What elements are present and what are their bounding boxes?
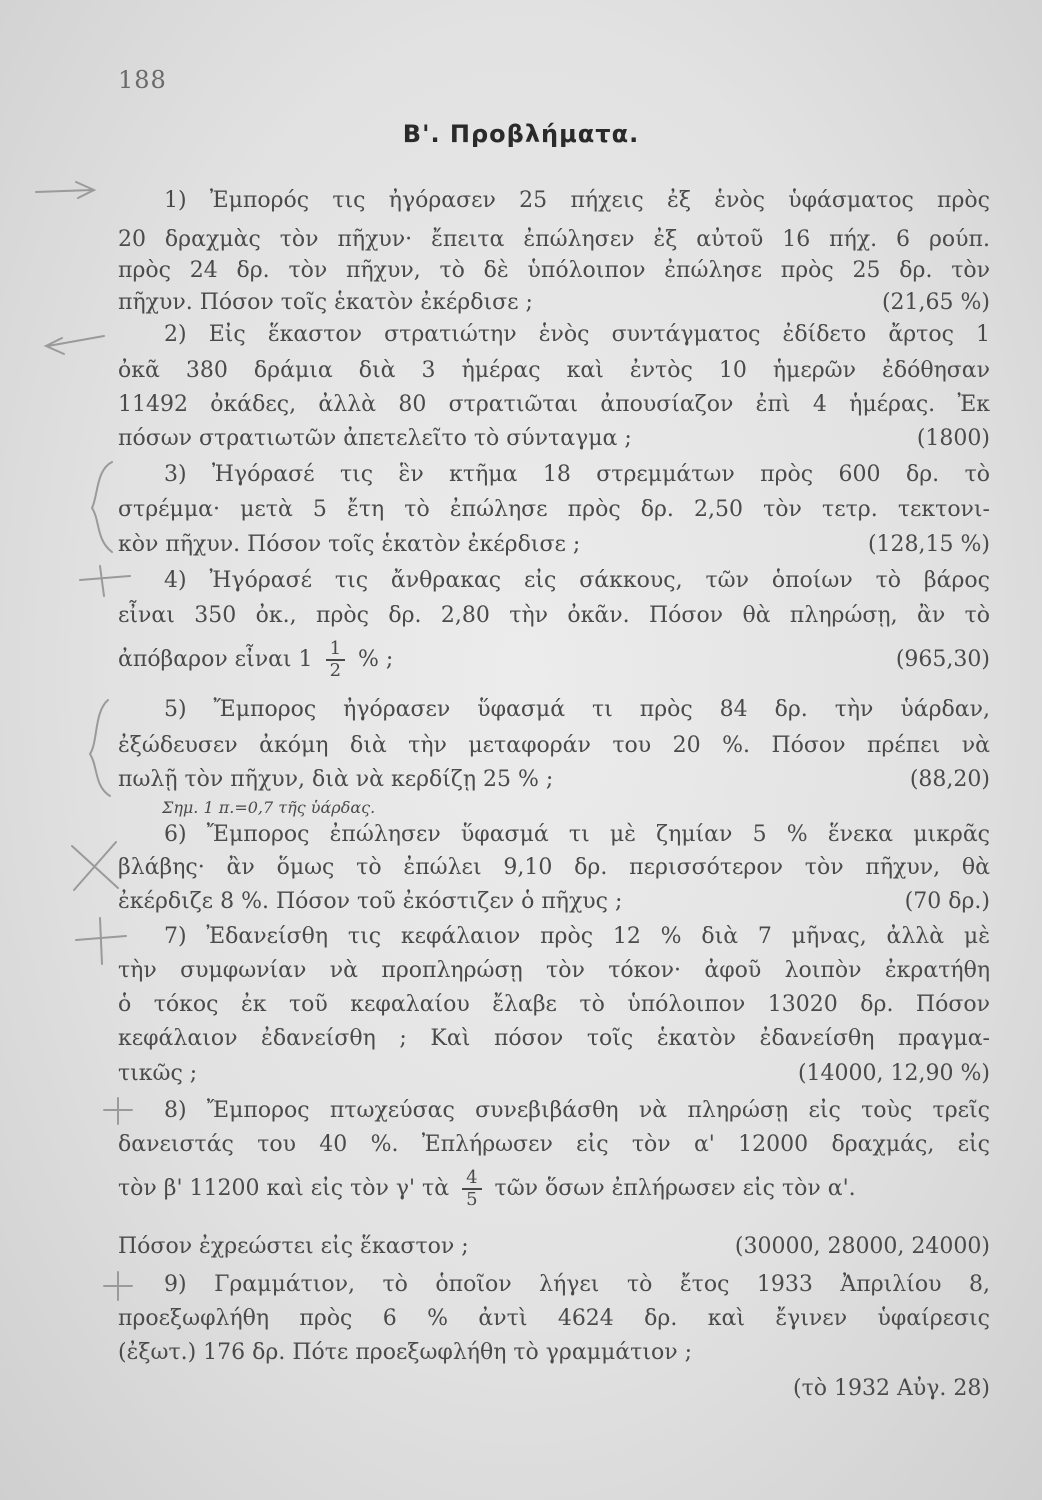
problem-2-answer: (1800) (916, 426, 990, 451)
plus-mark-4 (80, 566, 130, 596)
problem-8-line-1: 8) Ἔμπορος πτωχεύσας συνεβιβάσθη νὰ πληρώσῃ εἰς τοὺς τρεῖς (164, 1098, 990, 1123)
problem-7-text: τικῶς ; (118, 1061, 198, 1086)
problem-5-line-3 (118, 765, 990, 795)
fraction-denominator: 5 (466, 1189, 478, 1210)
problem-5-answer: (88,20) (909, 767, 990, 792)
problem-8-line-4 (118, 1232, 990, 1262)
problem-5-note: Σημ. 1 π.=0,7 τῆς ὑάρδας. (162, 798, 376, 817)
problem-4-text-suffix: % ; (358, 647, 394, 672)
problem-7-line-2: τὴν συμφωνίαν νὰ προπληρώσῃ τὸν τόκον· ἀφοῦ λοιπὸν ἐκρατήθη (118, 958, 990, 983)
problem-2-line-3: 11492 ὀκάδες, ἀλλὰ 80 στρατιῶται ἀπουσίαζον ἐπὶ 4 ἡμέρας. Ἐκ (118, 392, 990, 417)
problem-7-line-1: 7) Ἐδανείσθη τις κεφάλαιον πρὸς 12 % διὰ 7 μῆνας, ἀλλὰ μὲ (164, 924, 990, 949)
problem-2-line-1: 2) Εἰς ἕκαστον στρατιώτην ἑνὸς συντάγματος ἐδίδετο ἄρτος 1 (164, 322, 990, 347)
problem-7-line-5 (118, 1059, 990, 1089)
arrow-mark-2 (46, 336, 104, 354)
problem-8-line-3 (118, 1165, 990, 1213)
problem-9-line-3: (ἐξωτ.) 176 δρ. Πότε προεξωφλήθη τὸ γραμμάτιον ; (118, 1340, 692, 1365)
brace-mark-3 (92, 462, 112, 552)
problem-3-answer: (128,15 %) (867, 532, 990, 557)
section-title: Β'. Προβλήματα. (402, 120, 640, 148)
plus-mark-8 (104, 1098, 132, 1124)
problem-1-line-1: 1) Ἐμπορός τις ἠγόρασεν 25 πήχεις ἐξ ἑνὸς ὑφάσματος πρὸς (164, 188, 990, 213)
problem-8-text-suffix: τῶν ὅσων ἐπλήρωσεν εἰς τὸν α'. (494, 1176, 856, 1201)
problem-4-answer: (965,30) (895, 647, 990, 672)
problem-6-line-2: βλάβης· ἂν ὅμως τὸ ἐπώλει 9,10 δρ. περισσότερον τὸν πῆχυν, θὰ (118, 855, 990, 880)
problem-7-line-3: ὁ τόκος ἐκ τοῦ κεφαλαίου ἔλαβε τὸ ὑπόλοιπον 13020 δρ. Πόσον (118, 992, 990, 1017)
problem-3-line-2: στρέμμα· μετὰ 5 ἔτη τὸ ἐπώλησε πρὸς δρ. 2,50 τὸν τετρ. τεκτονι- (118, 497, 990, 522)
problem-2-line-2: ὀκᾶ 380 δράμια διὰ 3 ἡμέρας καὶ ἐντὸς 10 ἡμερῶν ἐδόθησαν (118, 358, 990, 383)
problem-6-line-1: 6) Ἔμπορος ἐπώλησεν ὕφασμά τι μὲ ζημίαν 5 % ἕνεκα μικρᾶς (164, 822, 990, 847)
problem-3-line-3 (118, 530, 990, 560)
problem-4-fraction (326, 639, 345, 681)
problem-5-line-1: 5) Ἔμπορος ἠγόρασεν ὕφασμά τι πρὸς 84 δρ. τὴν ὑάρδαν, (164, 697, 990, 722)
problem-5-line-2: ἐξώδευσεν ἀκόμη διὰ τὴν μεταφοράν του 20 %. Πόσον πρέπει νὰ (118, 733, 990, 758)
problem-4-text: ἀπόβαρον εἶναι 1 (118, 647, 313, 672)
problem-1-line-4 (118, 288, 990, 318)
problem-8-line-2: δανειστάς του 40 %. Ἐπλήρωσεν εἰς τὸν α' 12000 δραχμάς, εἰς (118, 1132, 990, 1157)
cross-mark-6 (72, 842, 118, 890)
fraction-numerator: 1 (326, 639, 345, 661)
page-number: 188 (118, 66, 167, 94)
brace-mark-5 (90, 700, 110, 796)
problem-9-line-2: προεξωφλήθη πρὸς 6 % ἀντὶ 4624 δρ. καὶ ἔγινεν ὑφαίρεσις (118, 1306, 990, 1331)
problem-8-fraction (462, 1168, 481, 1210)
problem-7-line-4: κεφάλαιον ἐδανείσθη ; Καὶ πόσον τοῖς ἑκατὸν ἐδανείσθη πραγμα- (118, 1026, 990, 1051)
problem-1-answer: (21,65 %) (881, 290, 990, 315)
problem-8-answer: (30000, 28000, 24000) (734, 1234, 990, 1259)
problem-1-line-3: πρὸς 24 δρ. τὸν πῆχυν, τὸ δὲ ὑπόλοιπον ἐπώλησε πρὸς 25 δρ. τὸν (118, 258, 990, 283)
problem-5-text: πωλῇ τὸν πῆχυν, διὰ νὰ κερδίζῃ 25 % ; (118, 767, 554, 792)
plus-mark-9 (104, 1272, 132, 1300)
problem-9-answer: (τὸ 1932 Αὐγ. 28) (793, 1376, 990, 1401)
problem-4-line-2: εἶναι 350 ὀκ., πρὸς δρ. 2,80 τὴν ὀκᾶν. Πόσον θὰ πληρώσῃ, ἂν τὸ (118, 603, 990, 628)
problem-8-question: Πόσον ἐχρεώστει εἰς ἕκαστον ; (118, 1234, 469, 1259)
problem-1-text: πῆχυν. Πόσον τοῖς ἑκατὸν ἐκέρδισε ; (118, 290, 533, 315)
problem-6-answer: (70 δρ.) (904, 889, 990, 914)
problem-6-line-3 (118, 887, 990, 917)
problem-6-text: ἐκέρδιζε 8 %. Πόσον τοῦ ἐκόστιζεν ὁ πῆχυς ; (118, 889, 623, 914)
problem-3-line-1: 3) Ἠγόρασέ τις ἓν κτῆμα 18 στρεμμάτων πρὸς 600 δρ. τὸ (164, 462, 990, 487)
problem-3-text: κὸν πῆχυν. Πόσον τοῖς ἑκατὸν ἐκέρδισε ; (118, 532, 581, 557)
fraction-denominator: 2 (329, 660, 342, 681)
problem-9-line-1: 9) Γραμμάτιον, τὸ ὁποῖον λήγει τὸ ἔτος 1933 Ἀπριλίου 8, (164, 1272, 990, 1297)
problem-2-text: πόσων στρατιωτῶν ἀπετελεῖτο τὸ σύνταγμα ; (118, 426, 632, 451)
problem-1-line-2: 20 δραχμὰς τὸν πῆχυν· ἔπειτα ἐπώλησεν ἐξ αὐτοῦ 16 πήχ. 6 ρούπ. (118, 227, 990, 252)
problem-4-line-1: 4) Ἠγόρασέ τις ἄνθρακας εἰς σάκκους, τῶν ὁποίων τὸ βάρος (164, 568, 990, 593)
arrow-mark-1 (36, 182, 94, 198)
problem-7-answer: (14000, 12,90 %) (797, 1061, 990, 1086)
problem-4-line-3 (118, 638, 990, 682)
problem-8-text: τὸν β' 11200 καὶ εἰς τὸν γ' τὰ (118, 1176, 450, 1201)
problem-9-line-4 (118, 1374, 990, 1404)
fraction-numerator: 4 (462, 1168, 481, 1190)
problem-2-line-4 (118, 424, 990, 454)
